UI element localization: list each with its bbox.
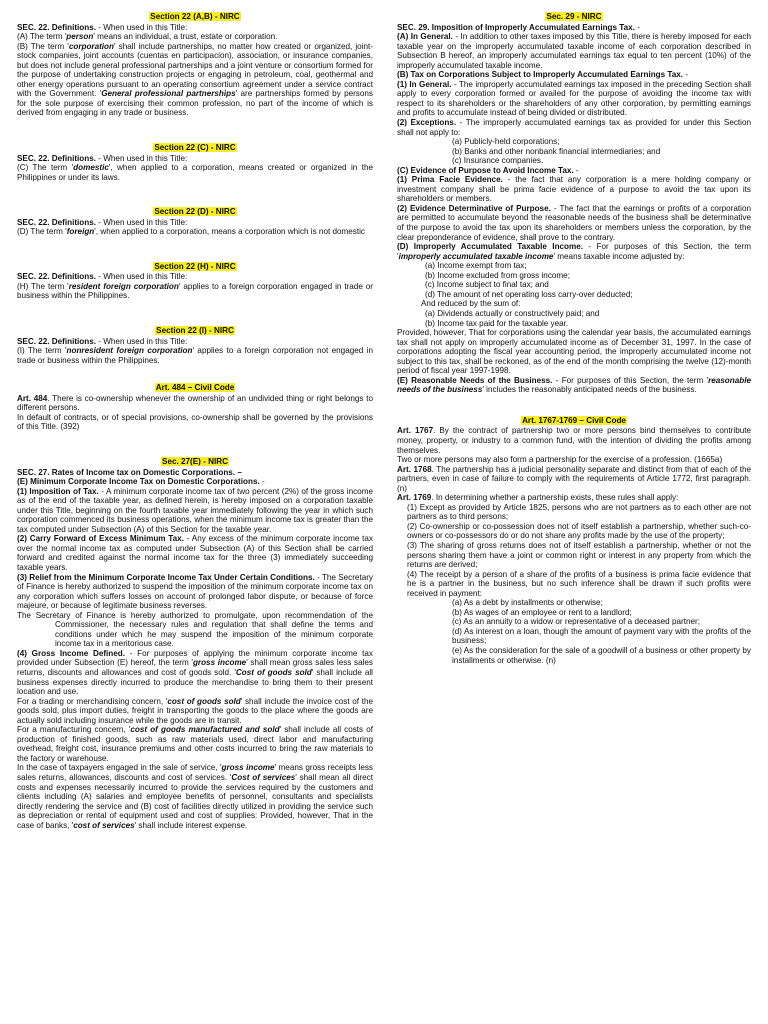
section-header: Section 22 (I) - NIRC bbox=[156, 326, 234, 336]
paragraph: (2) Evidence Determinative of Purpose. - The fact that the earnings or profits of a corporation are permitted to accumulate beyond the reasonable needs of the business shall be determinative of the purpose to avoid the tax upon its shareholders or members unless the corporation, by the clear preponderance of evidence, shall prove to the contrary. bbox=[397, 203, 752, 242]
left-column bbox=[17, 12, 373, 830]
paragraph: Art. 1768. The partnership has a judicial personality separate and distinct from that of each of the partners, even in case of failure to comply with the requirements of Article 1772, first paragraph. (n) bbox=[397, 464, 752, 493]
section-header: Section 22 (H) - NIRC bbox=[154, 261, 236, 271]
section-header: Sec. 29 - NIRC bbox=[546, 12, 602, 21]
list-item: (d) The amount of net operating loss carry-over deducted; bbox=[425, 289, 633, 299]
list-item: (d) As interest on a loan, though the amount of payment vary with the profits of the business; bbox=[452, 626, 751, 646]
paragraph: (H) The term 'resident foreign corporation' applies to a foreign corporation engaged in trade or business within the Philippines. bbox=[17, 281, 373, 301]
paragraph: For a trading or merchandising concern, 'cost of goods sold' shall include the invoice cost of the goods sold, plus import duties, freight in transporting the goods to the place where the goods are actually sold including insurance while the goods are in transit. bbox=[17, 696, 374, 725]
paragraph: (1) Imposition of Tax. - A minimum corporate income tax of two percent (2%) of the gross income as of the end of the taxable year, as defined herein, is hereby imposed on a corporation taxable under this Title, beginning on the fourth taxable year immediately following the year in which such corporation commenced its business operations, when the minimum income tax is greater than the tax computed under Subsection (A) of this Section for the taxable year. bbox=[17, 486, 373, 534]
paragraph: The Secretary of Finance is hereby authorized to promulgate, upon recommendation of the Commissioner, the necessary rules and regulation that shall define the terms and conditions under which he may suspend the imposition of the minimum corporate income tax in a meritorious case. bbox=[17, 610, 373, 649]
paragraph: Art. 1769. In determining whether a partnership exists, these rules shall apply: bbox=[397, 493, 679, 503]
paragraph: (E) Minimum Corporate Income Tax on Domestic Corporations. - bbox=[17, 477, 265, 487]
paragraph: SEC. 27. Rates of Income tax on Domestic Corporations. – bbox=[17, 467, 242, 477]
paragraph: SEC. 22. Definitions. - When used in this Title: bbox=[17, 217, 188, 227]
list-item: (a) Dividends actually or constructively paid; and bbox=[425, 308, 600, 318]
section-header: Art. 484 – Civil Code bbox=[155, 383, 235, 393]
paragraph: Art. 484. There is co-ownership whenever the ownership of an undivided thing or right belongs to different persons. bbox=[17, 393, 374, 413]
paragraph: (2) Carry Forward of Excess Minimum Tax. - Any excess of the minimum corporate income tax over the normal income tax as computed under Subsection (A) of this Section shall be carried forward and credited against the normal income tax for the three (3) immediately succeeding taxable years. bbox=[17, 534, 373, 572]
paragraph: (1) Prima Facie Evidence. - the fact that any corporation is a mere holding company or investment company shall be prima facie evidence of a purpose to avoid the tax upon its shareholders or members. bbox=[397, 175, 751, 204]
list-item: (b) Income tax paid for the taxable year. bbox=[425, 318, 569, 328]
list-item: (e) As the consideration for the sale of a goodwill of a business or other property by installments or otherwise. (n) bbox=[452, 646, 751, 665]
art-484 bbox=[17, 383, 373, 432]
list-item: (c) Income subject to final tax; and bbox=[425, 280, 549, 290]
paragraph: SEC. 22. Definitions. - When used in this Title: bbox=[17, 272, 188, 282]
paragraph: SEC. 22. Definitions. - When used in this Title: bbox=[17, 22, 188, 32]
section-header: Art. 1767-1769 – Civil Code bbox=[522, 415, 626, 425]
paragraph: (D) The term 'foreign', when applied to a corporation, means a corporation which is not domestic bbox=[17, 227, 365, 237]
list-item: (4) The receipt by a person of a share of the profits of a business is prima facie evidence that he is a partner in the business, but no such inference shall be drawn if such profits were received in payment: bbox=[407, 569, 751, 598]
paragraph: (A) The term 'person' means an individual, a trust, estate or corporation. bbox=[17, 32, 278, 42]
list-item: (3) The sharing of gross returns does not of itself establish a partnership, whether or not the persons sharing them have a joint or common right or interest in any property from which the returns are derived; bbox=[407, 540, 751, 570]
paragraph: For a manufacturing concern, 'cost of goods manufactured and sold' shall include all costs of production of finished goods, such as raw materials used, direct labor and manufacturing overhead, freight cost, insurance premiums and other costs incurred to bring the raw materials to the factory or warehouse. bbox=[17, 725, 374, 763]
paragraph: (E) Reasonable Needs of the Business. - For purposes of this Section, the term 'reasonable needs of the business' includes the reasonably anticipated needs of the business. bbox=[397, 375, 751, 395]
paragraph: (3) Relief from the Minimum Corporate Income Tax Under Certain Conditions. - The Secretary of Finance is hereby authorized to suspend the imposition of the minimum corporate income tax on any corporation which suffers losses on account of prolonged labor dispute, or because of force majeure, or because of legitimate business reverses. bbox=[17, 572, 373, 611]
paragraph: (C) The term 'domestic', when applied to a corporation, means created or organized in the Philippines or under its laws. bbox=[17, 163, 373, 182]
section-header: Section 22 (D) - NIRC bbox=[154, 207, 236, 217]
list-item: (1) Except as provided by Article 1825, persons who are not partners as to each other are not partners as to third persons; bbox=[407, 502, 751, 522]
section-header: Sec. 27(E) - NIRC bbox=[162, 456, 228, 466]
paragraph: (I) The term 'nonresident foreign corporation' applies to a foreign corporation not engaged in trade or business within the Philippines. bbox=[17, 346, 373, 365]
section-22h bbox=[17, 262, 373, 301]
paragraph: And reduced by the sum of: bbox=[421, 299, 521, 309]
paragraph: SEC. 22. Definitions. - When used in this Title: bbox=[17, 336, 188, 346]
list-item: (2) Co-ownership or co-possession does not of itself establish a partnership, whether such-co-owners or co-possessors do or do not share any profits made by the use of the property; bbox=[407, 521, 751, 541]
paragraph: (4) Gross Income Defined. - For purposes of applying the minimum corporate income tax provided under Subsection (E) hereof, the term 'gross income' shall mean gross sales less sales returns, discounts and allowances and cost of goods sold. 'Cost of goods sold' shall include all business expenses directly incurred to produce the merchandise to bring them to their present location and use. bbox=[17, 648, 373, 697]
list-item: (c) Insurance companies. bbox=[452, 156, 544, 166]
paragraph: (B) The term 'corporation' shall include partnerships, no matter how created or organized, joint-stock companies, joint accounts (cuentas en participacion), association, or insurance companies, but does not include general professional partnerships and a joint venture or consortium formed for the purpose of undertaking construction projects or engaging in petroleum, coal, geothermal and other energy operations pursuant to an operating consortium agreement under a service contract with the Government. 'General professional partnerships' are partnerships formed by persons for the sole purpose of exercising their common profession, no part of the income of which is derived from engaging in any trade or business. bbox=[17, 41, 373, 118]
paragraph: (D) Improperly Accumulated Taxable Income. - For purposes of this Section, the term 'improperly accumulated taxable income' means taxable income adjusted by: bbox=[397, 242, 751, 261]
paragraph: In default of contracts, or of special provisions, co-ownership shall be governed by the provisions of this Title. (392) bbox=[17, 412, 373, 432]
paragraph: SEC. 29. Imposition of Improperly Accumulated Earnings Tax. - bbox=[397, 22, 640, 32]
right-column bbox=[397, 12, 751, 665]
section-22d bbox=[17, 207, 373, 237]
section-22ab bbox=[17, 12, 373, 118]
paragraph: Two or more persons may also form a partnership for the exercise of a profession. (1665a) bbox=[397, 455, 723, 465]
paragraph: Art. 1767. By the contract of partnership two or more persons bind themselves to contribute money, property, or industry to a common fund, with the intention of dividing the profits among themselves. bbox=[397, 426, 752, 455]
paragraph: SEC. 22. Definitions. - When used in this Title: bbox=[17, 153, 188, 163]
section-header: Section 22 (C) - NIRC bbox=[154, 143, 236, 153]
section-header: Section 22 (A,B) - NIRC bbox=[150, 12, 240, 21]
section-27e bbox=[17, 457, 373, 830]
paragraph: In the case of taxpayers engaged in the sale of service, 'gross income' means gross receipts less sales returns, allowances, discounts and cost of services. 'Cost of services' shall mean all direct costs and expenses necessarily incurred to provide the services required by the customers and clients including (A) salaries and employee benefits of personnel, consultants and specialists directly rendering the service and (B) cost of facilities directly utilized in providing the service such as depreciation or rental of equipment used and cost of supplies: Provided, however, That in the case of banks, 'cost of services' shall include interest expense. bbox=[17, 763, 373, 830]
list-item: (a) As a debt by installments or otherwise; bbox=[452, 598, 603, 608]
paragraph: (B) Tax on Corporations Subject to Improperly Accumulated Earnings Tax. - bbox=[397, 70, 689, 80]
paragraph: (2) Exceptions. - The improperly accumulated earnings tax as provided for under this Section shall not apply to: bbox=[397, 118, 752, 137]
list-item: (b) Income excluded from gross income; bbox=[425, 270, 570, 280]
list-item: (a) Income exempt from tax; bbox=[425, 261, 527, 271]
section-22i bbox=[17, 326, 373, 365]
list-item: (a) Publicly-held corporations; bbox=[452, 137, 560, 147]
section-22c bbox=[17, 143, 373, 182]
list-item: (c) As an annuity to a widow or representative of a deceased partner; bbox=[452, 617, 700, 627]
paragraph: (C) Evidence of Purpose to Avoid Income Tax. - bbox=[397, 165, 579, 175]
list-item: (b) As wages of an employee or rent to a landlord; bbox=[452, 607, 632, 617]
paragraph: Provided, however, That for corporations using the calendar year basis, the accumulated earnings tax shall not apply on improperly accumulated income as of December 31, 1997. In the case of corporations adopting the fiscal year accounting period, the improperly accumulated income not subject to this tax, shall be reckoned, as of the end of the month comprising the twelve (12)-month period of fiscal year 1997-1998. bbox=[397, 328, 751, 376]
section-29 bbox=[397, 12, 751, 395]
paragraph: (1) In General. - The improperly accumulated earnings tax imposed in the preceding Section shall apply to every corporation formed or availed for the purpose of avoiding the income tax with respect to its shareholders or the shareholders of any other corporation, by permitting earnings and profits to accumulate instead of being divided or distributed. bbox=[397, 79, 751, 118]
paragraph: (A) In General. - In addition to other taxes imposed by this Title, there is hereby imposed for each taxable year on the improperly accumulated taxable income of each corporation described in Subsection B hereof, an improperly accumulated earnings tax equal to ten percent (10%) of the improperly accumulated taxable income. bbox=[397, 32, 752, 70]
art-1767-1769 bbox=[397, 416, 751, 665]
list-item: (b) Banks and other nonbank financial intermediaries; and bbox=[452, 146, 661, 156]
